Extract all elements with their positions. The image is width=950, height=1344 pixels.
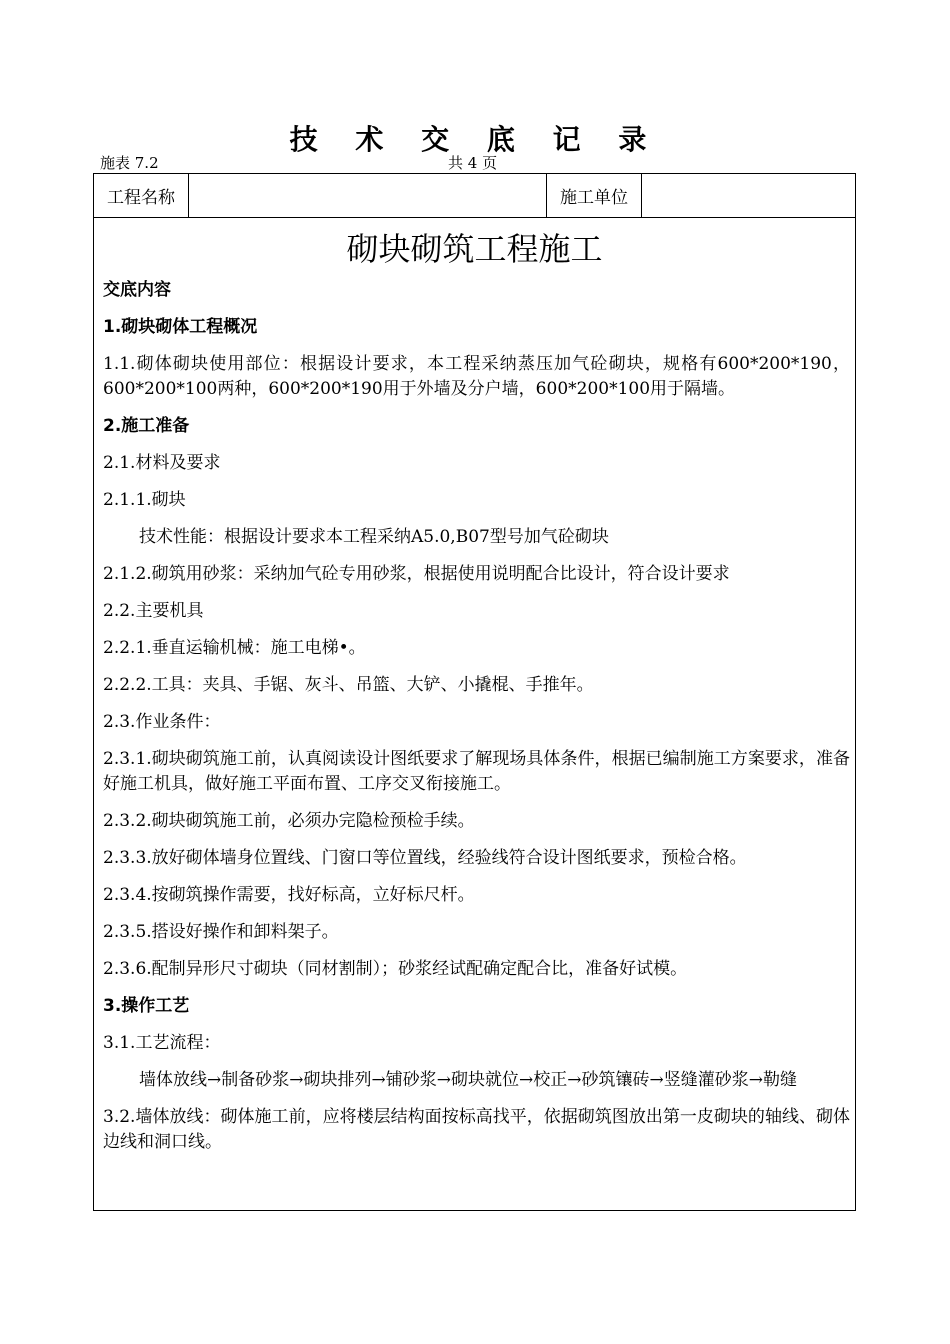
paragraph: 2.3.5.搭设好操作和卸料架子。 (103, 922, 339, 942)
paragraph: 2.3.作业条件： (103, 712, 221, 732)
paragraph: 2.3.1.砌块砌筑施工前，认真阅读设计图纸要求了解现场具体条件，根据已编制施工方案要求，准备好施工机具，做好施工平面布置、工序交叉衔接施工。 (103, 749, 850, 794)
disclosure-content (103, 278, 850, 1167)
paragraph: 3.2.墙体放线：砌体施工前，应将楼层结构面按标高找平，依据砌筑图放出第一皮砌块的轴线、砌体边线和洞口线。 (103, 1107, 850, 1152)
contractor-label: 施工单位 (547, 174, 642, 217)
paragraph: 1.1.砌体砌块使用部位：根据设计要求，本工程采纳蒸压加气砼砌块，规格有600*200*190，600*200*100两种，600*200*190用于外墙及分户墙，600*200*100用于隔墙。 (103, 354, 850, 399)
project-name-label: 工程名称 (94, 174, 189, 217)
paragraph: 2.2.2.工具：夹具、手锯、灰斗、吊篮、大铲、小撬棍、手推年。 (103, 675, 594, 695)
project-name-field[interactable] (189, 174, 547, 217)
paragraph: 2.3.2.砌块砌筑施工前，必须办完隐检预检手续。 (103, 811, 475, 831)
paragraph: 2.2.主要机具 (103, 601, 204, 621)
contractor-field[interactable] (642, 174, 855, 217)
paragraph: 2.3.3.放好砌体墙身位置线、门窗口等位置线，经验线符合设计图纸要求，预检合格。 (103, 848, 747, 868)
paragraph: 2.1.材料及要求 (103, 453, 221, 473)
paragraph: 2.2.1.垂直运输机械：施工电梯•。 (103, 638, 366, 658)
paragraph: 2.3.6.配制异形尺寸砌块（同材割制）；砂浆经试配确定配合比，准备好试模。 (103, 959, 688, 979)
section-heading: 2.施工准备 (103, 416, 190, 436)
section-heading: 1.砌块砌体工程概况 (103, 317, 258, 337)
paragraph: 2.3.4.按砌筑操作需要，找好标高，立好标尺杆。 (103, 885, 475, 905)
paragraph: 墙体放线→制备砂浆→砌块排列→铺砂浆→砌块就位→校正→砂筑镶砖→竖缝灌砂浆→勒缝 (139, 1070, 797, 1090)
record-form (93, 173, 856, 1211)
section-heading: 3.操作工艺 (103, 996, 190, 1016)
document-title: 技 术 交 底 记 录 (289, 123, 661, 156)
paragraph: 3.1.工艺流程： (103, 1033, 221, 1053)
section-heading: 交底内容 (103, 280, 171, 300)
paragraph: 技术性能：根据设计要求本工程采纳A5.0,B07型号加气砼砌块 (139, 527, 609, 547)
page-count: 共 4 页 (448, 154, 498, 172)
paragraph: 2.1.1.砌块 (103, 490, 186, 510)
section-title: 砌块砌筑工程施工 (346, 230, 603, 268)
info-row (94, 174, 855, 218)
form-number: 施表 7.2 (100, 154, 159, 172)
paragraph: 2.1.2.砌筑用砂浆：采纳加气砼专用砂浆，根据使用说明配合比设计，符合设计要求 (103, 564, 730, 584)
